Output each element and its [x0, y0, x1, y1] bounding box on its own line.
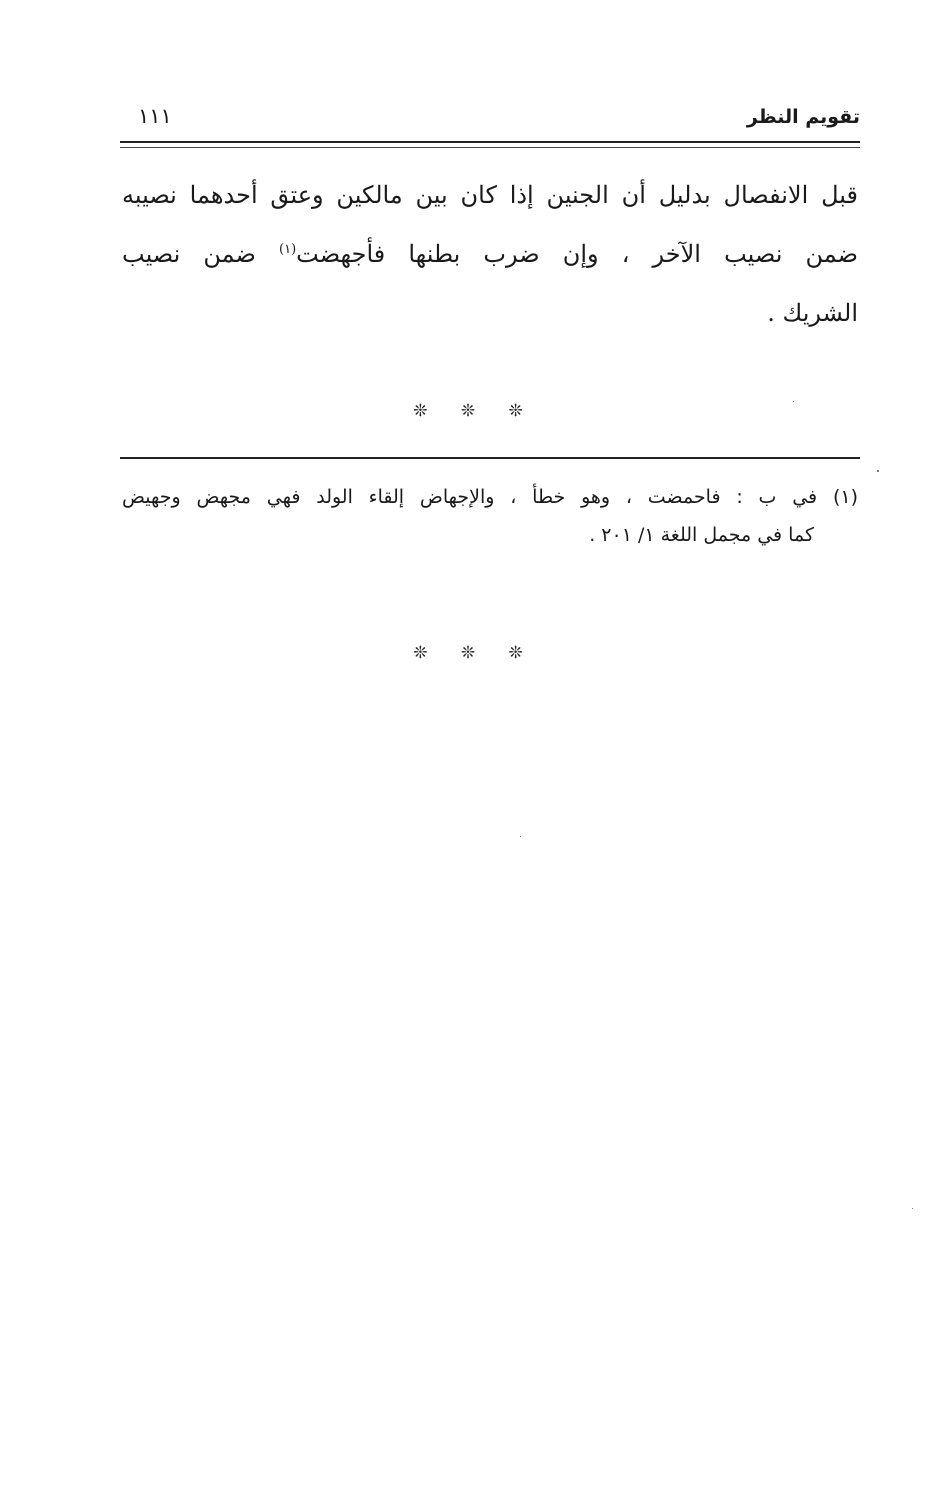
page-number: ١١١ [138, 104, 172, 128]
body-line-2 [122, 225, 858, 284]
body-text [122, 166, 858, 343]
footnote-line-2: كما في مجمل اللغة ١/ ٢٠١ . [589, 524, 814, 546]
header-rule-thick [120, 141, 860, 143]
scan-speck [793, 401, 794, 402]
scan-speck [912, 1208, 913, 1209]
body-line-3: الشريك . [767, 299, 858, 327]
footnotes [122, 478, 858, 554]
scan-speck [877, 470, 879, 472]
running-header [120, 104, 860, 144]
section-ornament: ❊ ❊ ❊ [413, 401, 537, 421]
footnote-rule [120, 457, 860, 459]
book-title: تقويم النظر [746, 106, 860, 128]
body-line-2-start: ضمن نصيب الآخر ، وإن ضرب بطنها فأجهضت [296, 240, 858, 268]
header-rule-thin [120, 147, 860, 148]
end-ornament: ❊ ❊ ❊ [413, 643, 537, 663]
footnote-line-1: (١) في ب : فاحمضت ، وهو خطأ ، والإجهاض إلقاء الولد فهي مجهض وجهيض [122, 486, 858, 508]
footnote-reference: (١) [279, 242, 297, 257]
body-line-2-end: ضمن نصيب [122, 240, 256, 268]
body-line-1: قبل الانفصال بدليل أن الجنين إذا كان بين مالكين وعتق أحدهما نصيبه [122, 181, 858, 209]
scan-speck [520, 836, 521, 837]
